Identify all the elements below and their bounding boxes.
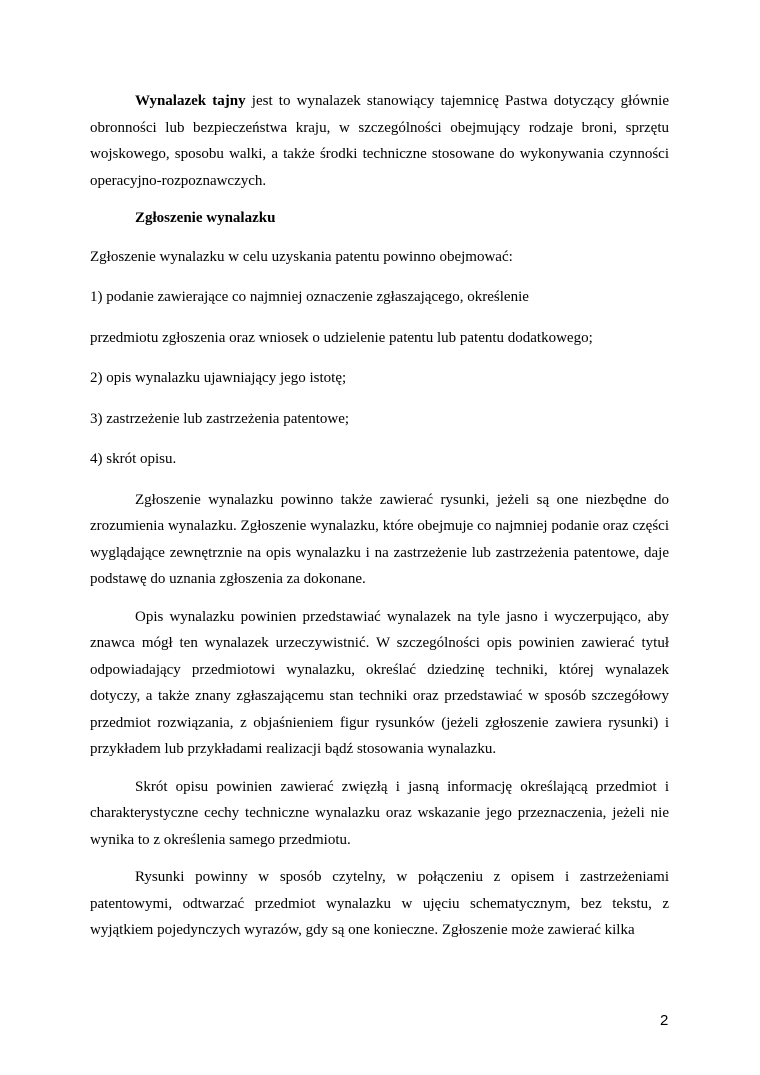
intro-paragraph xyxy=(90,88,669,194)
body-paragraph: Rysunki powinny w sposób czytelny, w połączeniu z opisem i zastrzeżeniami patentowymi, odtwarzać przedmiot wynalazku w ujęciu schematycznym, bez tekstu, z wyjątkiem pojedynczych wyrazów, gdy są one konieczne. Zgłoszenie może zawierać kilka xyxy=(90,869,669,938)
list-item: 3) zastrzeżenie lub zastrzeżenia patentowe; xyxy=(90,410,350,427)
intro-text: jest to wynalazek stanowiący tajemnicę Pastwa dotyczący głównie obronności lub bezpieczeństwa kraju, w szczególności obejmujący rodzaje broni, sprzętu wojskowego, sposobu walki, a także środki techniczne stosowane do wykonywania czynności operacyjno-rozpoznawczych. xyxy=(90,93,669,189)
lead-line: Zgłoszenie wynalazku w celu uzyskania patentu powinno obejmować: xyxy=(90,248,513,265)
page-number: 2 xyxy=(660,1012,669,1029)
body-paragraph: Skrót opisu powinien zawierać zwięzłą i jasną informację określającą przedmiot i charakterystyczne cechy techniczne wynalazku oraz wskazanie jego przeznaczenia, jeżeli nie wynika to z określenia samego przedmiotu. xyxy=(90,778,669,848)
document-page xyxy=(90,88,669,944)
body-paragraph: Opis wynalazku powinien przedstawiać wynalazek na tyle jasno i wyczerpująco, aby znawca mógł ten wynalazek urzeczywistnić. W szczególności opis powinien zawierać tytuł odpowiadający przedmiotowi wynalazku, określać dziedzinę techniki, której wynalazek dotyczy, a także znany zgłaszającemu stan techniki oraz przedstawiać w sposób szczegółowy przedmiot rozwiązania, z objaśnieniem figur rysunków (jeżeli zgłoszenie zawiera rysunki) i przykładem lub przykładami realizacji bądź stosowania wynalazku. xyxy=(90,608,669,757)
list-item: 2) opis wynalazku ujawniający jego istotę; xyxy=(90,370,347,386)
list-item: przedmiotu zgłoszenia oraz wniosek o udzielenie patentu lub patentu dodatkowego; xyxy=(90,329,593,346)
list-item: 4) skrót opisu. xyxy=(90,451,177,467)
body-paragraph: Zgłoszenie wynalazku powinno także zawierać rysunki, jeżeli są one niezbędne do zrozumienia wynalazku. Zgłoszenie wynalazku, które obejmuje co najmniej podanie oraz części wyglądające zewnętrznie na opis wynalazku i na zastrzeżenie lub zastrzeżenia patentowe, daje podstawę do uznania zgłoszenia za dokonane. xyxy=(90,491,669,587)
bold-term: Wynalazek tajny xyxy=(135,93,246,109)
list-item: 1) podanie zawierające co najmniej oznaczenie zgłaszającego, określenie xyxy=(90,289,529,305)
section-heading: Zgłoszenie wynalazku xyxy=(135,210,276,226)
